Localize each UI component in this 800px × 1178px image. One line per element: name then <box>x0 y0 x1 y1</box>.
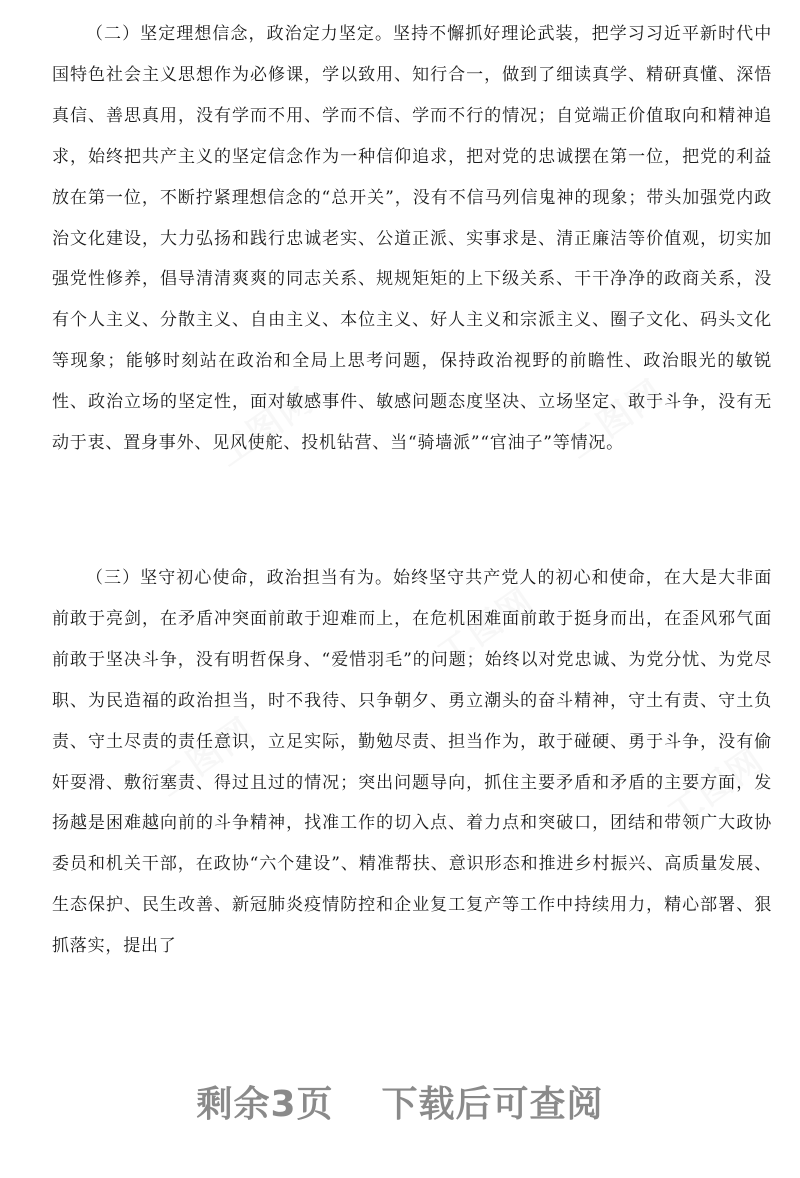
watermark-text: 工图网 <box>430 580 542 675</box>
watermark-text: 工图网 <box>150 710 262 805</box>
paragraph-section-3: （三）坚守初心使命，政治担当有为。始终坚守共产党人的初心和使命，在大是大非面前敢于亮剑，在矛盾冲突面前敢于迎难而上，在危机困难面前敢于挺身而出，在歪风邪气面前敢于坚决斗争，没有明哲保身、“爱惜羽毛”的问题；始终以对党忠诚、为党分忧、为党尽职、为民造福的政治担当，时不我待、只争朝夕、勇立潮头的奋斗精神，守土有责、守土负责、守土尽责的责任意识，立足实际，勤勉尽责、担当作为，敢于碰硬、勇于斗争，没有偷奸耍滑、敷衍塞责、得过且过的情况；突出问题导向，抓住主要矛盾和矛盾的主要方面，发扬越是困难越向前的斗争精神，找准工作的切入点、着力点和突破口，团结和带领广大政协委员和机关干部，在政协“六个建设”、精准帮扶、意识形态和推进乡村振兴、高质量发展、生态保护、民生改善、新冠肺炎疫情防控和企业复工复产等工作中持续用力，精心部署、狠抓落实，提出了 <box>52 568 772 957</box>
download-to-view-text: 下载后可查阅 <box>381 1084 604 1125</box>
remaining-pages-text: 剩余3页 <box>196 1084 334 1125</box>
paragraph-section-2: （二）坚定理想信念，政治定力坚定。坚持不懈抓好理论武装，把学习习近平新时代中国特色社会主义思想作为必修课，学以致用、知行合一，做到了细读真学、精研真懂、深悟真信、善思真用，没有学而不用、学而不信、学而不行的情况；自觉端正价值取向和精神追求，始终把共产主义的坚定信念作为一种信仰追求，把对党的忠诚摆在第一位，把党的利益放在第一位，不断拧紧理想信念的“总开关”，没有不信马列信鬼神的现象；带头加强党内政治文化建设，大力弘扬和践行忠诚老实、公道正派、实事求是、清正廉洁等价值观，切实加强党性修养，倡导清清爽爽的同志关系、规规矩矩的上下级关系、干干净净的政商关系，没有个人主义、分散主义、自由主义、本位主义、好人主义和宗派主义、圈子文化、码头文化等现象；能够时刻站在政治和全局上思考问题，保持政治视野的前瞻性、政治眼光的敏锐性、政治立场的坚定性，面对敏感事件、敏感问题态度坚决、立场坚定、敢于斗争，没有无动于衷、置身事外、见风使舵、投机钻营、当“骑墙派”“官油子”等情况。 <box>52 24 772 454</box>
watermark-text: 工图网 <box>560 372 672 467</box>
watermark-text: 工图网 <box>210 380 322 475</box>
download-prompt-banner[interactable] <box>0 1076 800 1127</box>
watermark-text: 工图网 <box>660 740 772 835</box>
